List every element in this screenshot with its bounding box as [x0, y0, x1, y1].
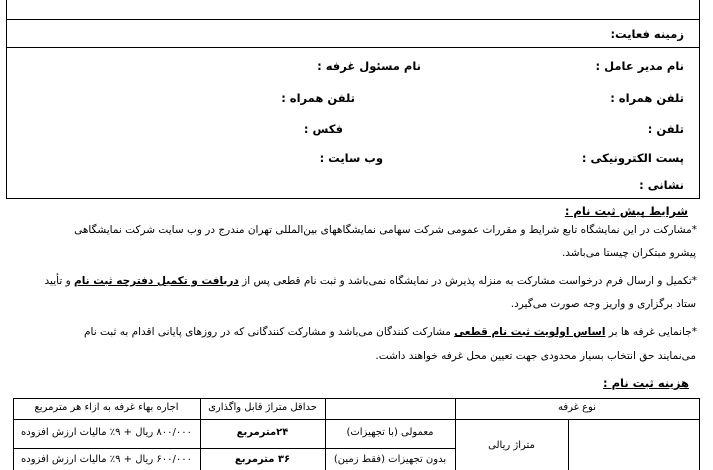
- mobile-label: تلفن همراه :: [610, 91, 684, 105]
- row-min-area: ۲۴مترمربع: [236, 427, 289, 438]
- row-rent: ۶۰۰/۰۰۰ ریال + ۹٪ مالیات ارزش افزوده: [21, 454, 192, 465]
- form-row-divider: [6, 198, 700, 199]
- address-label: نشانی :: [639, 178, 684, 192]
- table-rule: [13, 398, 700, 399]
- condition-paragraph: [84, 326, 697, 338]
- mobile-label-2: تلفن همراه :: [281, 91, 355, 105]
- phone-label: تلفن :: [647, 122, 684, 136]
- ceo-name-label: نام مدیر عامل :: [595, 59, 684, 73]
- fees-title: هزینه ثبت نام :: [603, 376, 689, 390]
- row-type: بدون تجهیزات (فقط زمین): [333, 454, 447, 465]
- table-rule: [699, 398, 700, 470]
- row-min-area: ۳۶ مترمربع: [234, 454, 291, 465]
- condition-text: و تأیید: [44, 275, 71, 287]
- table-rule: [13, 419, 700, 420]
- booth-manager-label: نام مسئول غرفه :: [317, 59, 421, 73]
- website-label: وب سایت :: [319, 151, 383, 165]
- header-rent: اجاره بهاء غرفه به ازاء هر مترمربع: [34, 402, 179, 413]
- condition-text: *تکمیل و ارسال فرم درخواست مشارکت به منزله پذیرش در نمایشگاه نمی‌باشد و ثبت نام قطعی پس از: [242, 275, 697, 287]
- condition-emphasis: اساس اولویت ثبت نام قطعی: [454, 326, 606, 338]
- condition-paragraph: می‌نمایند حق انتخاب بسیار محدودی جهت تعیین محل غرفه خواهند داشت.: [375, 350, 696, 362]
- condition-paragraph: *مشارکت در این نمایشگاه تابع شرایط و مقررات عمومی شرکت سهامی نمایشگاههای بین‌المللی تهران مندرج در وب سایت شرکت نمایشگاهی: [74, 224, 697, 236]
- condition-text: مشارکت کنندگان می‌باشد و مشارکت کنندگانی که در روزهای پایانی اقدام به ثبت نام: [84, 326, 451, 338]
- condition-paragraph: ستاد برگزاری و واریز وجه صورت می‌گیرد.: [510, 298, 696, 310]
- condition-emphasis: دریافت و تکمیل دفترچه ثبت نام: [74, 275, 239, 287]
- row-type: معمولی (با تجهیزات): [346, 427, 434, 438]
- conditions-title: شرایط پیش ثبت نام :: [564, 204, 688, 218]
- email-label: پست الکترونیکی :: [581, 151, 684, 165]
- form-border-right: [699, 0, 700, 198]
- table-rule: [568, 419, 569, 470]
- header-min-area: حداقل متراژ قابل واگذاری: [208, 402, 317, 413]
- group-label: متراژ ریالی: [488, 440, 535, 451]
- form-border-left: [6, 0, 7, 198]
- header-booth-type: نوع غرفه: [558, 402, 596, 413]
- form-row-divider: [6, 19, 700, 20]
- row-rent: ۸۰۰/۰۰۰ ریال + ۹٪ مالیات ارزش افزوده: [21, 427, 192, 438]
- condition-paragraph: پیشرو مبتکران چیستا می‌باشد.: [561, 247, 696, 259]
- fax-label: فکس :: [303, 122, 343, 136]
- condition-paragraph: [45, 275, 697, 287]
- activity-field-label: زمینه فعایت:: [610, 27, 684, 41]
- table-rule: [13, 448, 455, 449]
- condition-text: *جانمایی غرفه ها بر: [608, 326, 697, 338]
- form-row-divider: [6, 47, 700, 48]
